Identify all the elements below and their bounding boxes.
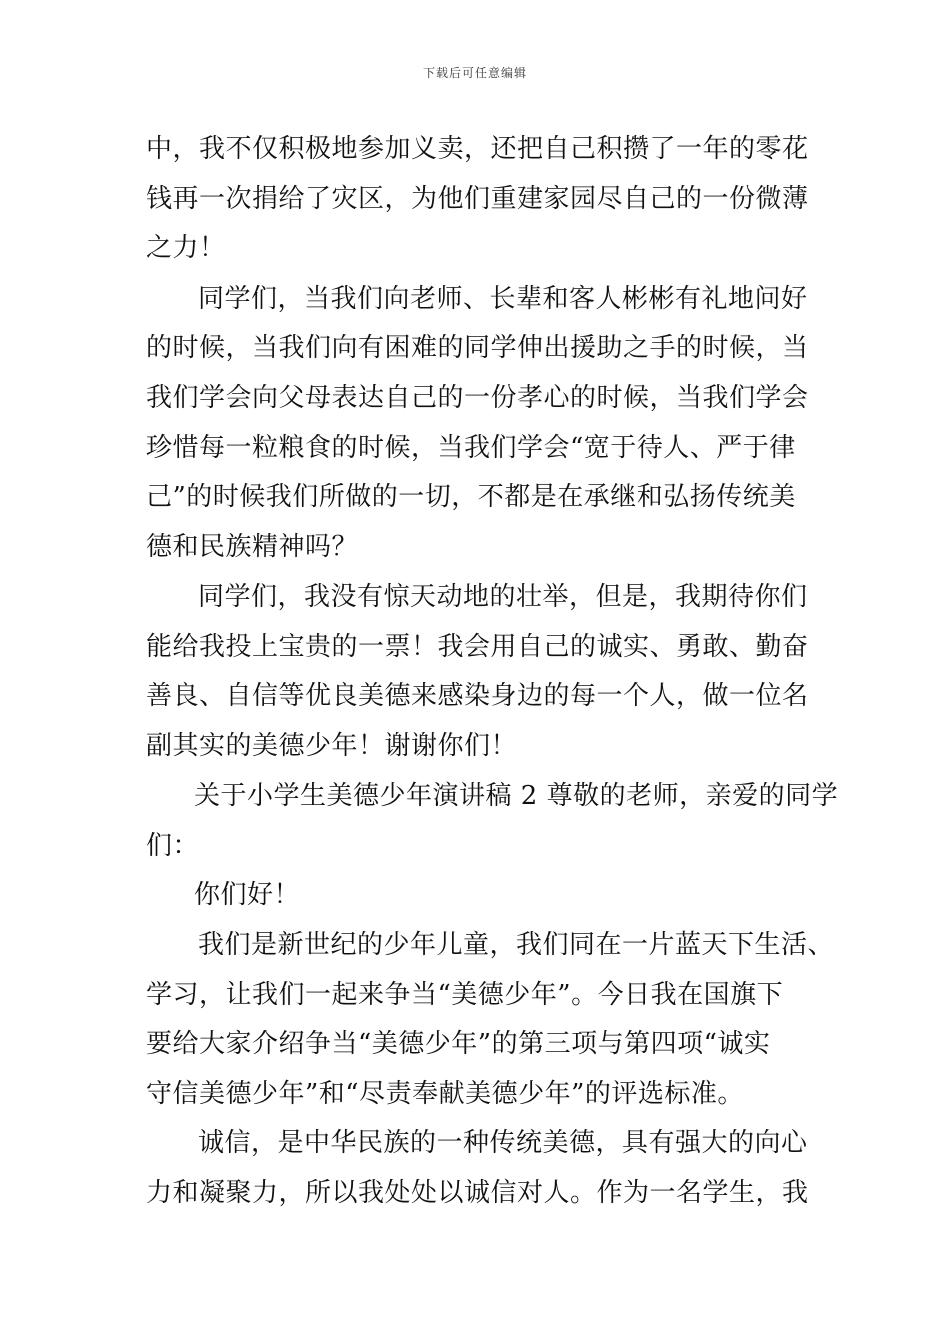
text-line: 钱再一次捐给了灾区，为他们重建家园尽自己的一份微薄	[146, 184, 809, 214]
text-line: 关于小学生美德少年演讲稿 2 尊敬的老师，亲爱的同学	[194, 781, 839, 811]
text-line: 的时候，当我们向有困难的同学伸出援助之手的时候，当	[146, 333, 809, 363]
text-line: 中，我不仅积极地参加义卖，还把自己积攒了一年的零花	[146, 134, 809, 164]
text-line: 你们好！	[194, 880, 301, 910]
text-line: 同学们，我没有惊天动地的壮举，但是，我期待你们	[198, 582, 808, 612]
text-line: 们：	[146, 831, 200, 861]
page-header: 下载后可任意编辑	[422, 66, 527, 80]
text-line: 之力！	[146, 233, 226, 263]
text-line: 能给我投上宝贵的一票！我会用自己的诚实、勇敢、勤奋	[146, 632, 809, 662]
text-line: 要给大家介绍争当“美德少年”的第三项与第四项“诚实	[146, 1029, 771, 1059]
text-line: 我们是新世纪的少年儿童，我们同在一片蓝天下生活、	[198, 930, 835, 960]
text-line: 善良、自信等优良美德来感染身边的每一个人，做一位名	[146, 681, 809, 711]
text-line: 珍惜每一粒粮食的时候，当我们学会“宽于待人、严于律	[146, 433, 796, 463]
text-line: 同学们，当我们向老师、长辈和客人彬彬有礼地问好	[198, 284, 808, 314]
text-line: 诚信，是中华民族的一种传统美德，具有强大的向心	[198, 1128, 808, 1158]
text-line: 力和凝聚力，所以我处处以诚信对人。作为一名学生，我	[146, 1178, 809, 1208]
text-line: 我们学会向父母表达自己的一份孝心的时候，当我们学会	[146, 383, 809, 413]
text-line: 副其实的美德少年！谢谢你们！	[146, 731, 518, 761]
text-line: 守信美德少年”和“尽责奉献美德少年”的评选标准。	[146, 1079, 744, 1109]
text-line: 德和民族精神吗？	[146, 532, 359, 562]
text-line: 学习，让我们一起来争当“美德少年”。今日我在国旗下	[146, 980, 784, 1010]
text-line: 己”的时候我们所做的一切，不都是在承继和弘扬传统美	[146, 482, 796, 512]
